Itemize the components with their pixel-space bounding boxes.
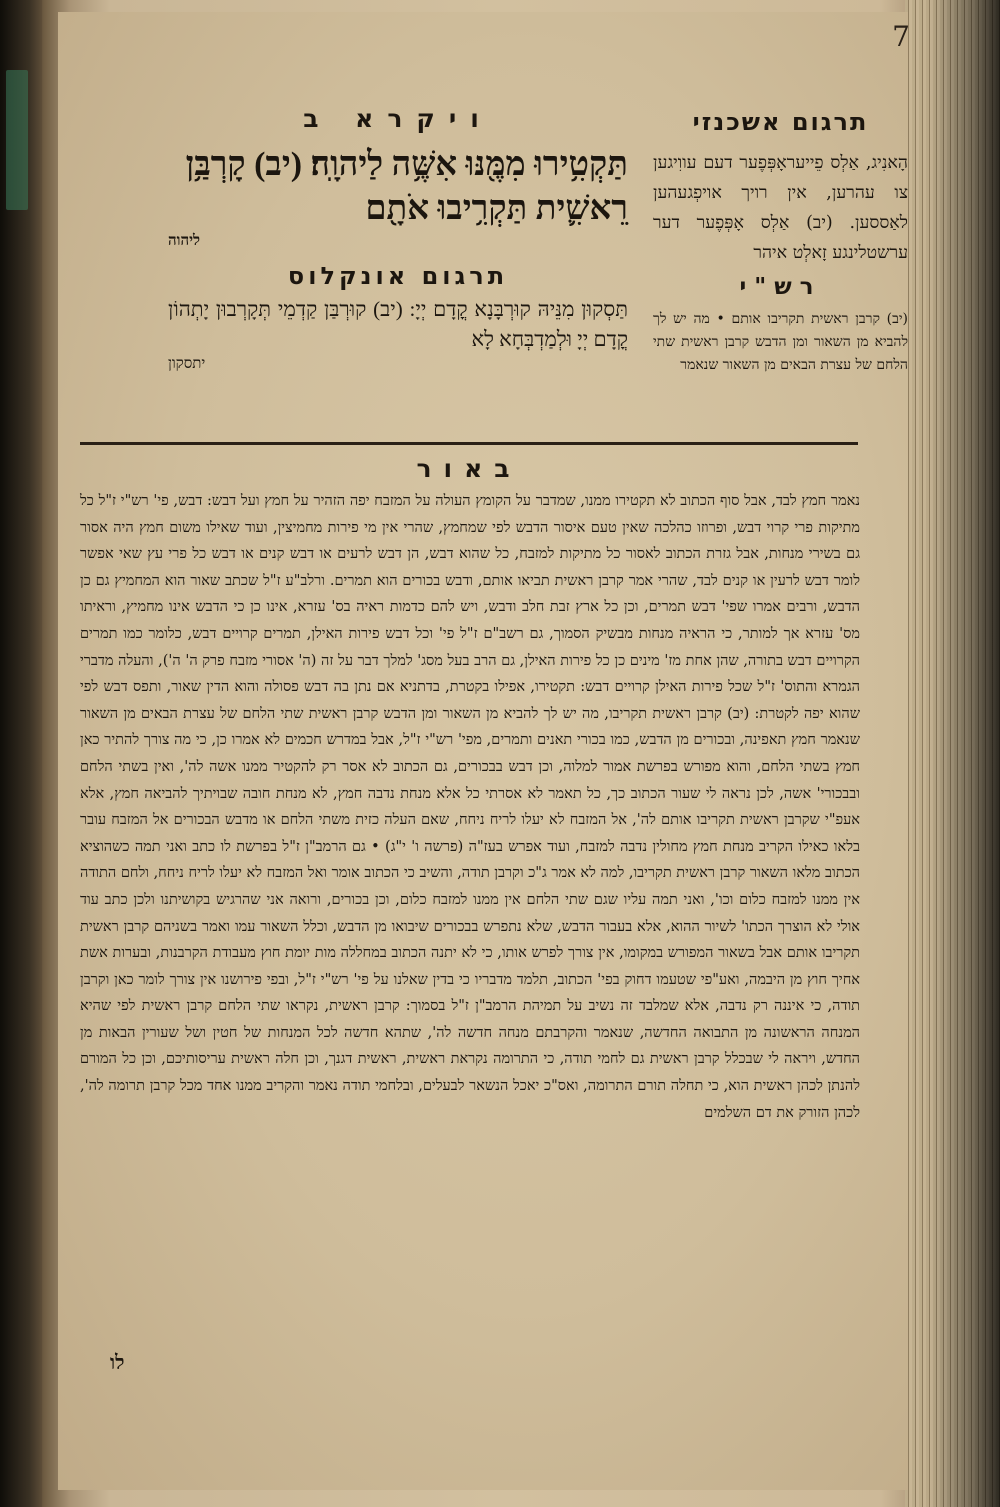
page xyxy=(58,12,908,1490)
rashi-title: רש"י xyxy=(739,274,822,300)
spine-label xyxy=(6,70,28,210)
page-catchword: לו xyxy=(110,1350,125,1374)
right-column xyxy=(653,108,908,377)
onkelos-catchword: יתסקון xyxy=(168,354,206,372)
book-spine xyxy=(0,0,42,1507)
torah-verse: תַּקְטִ֥ירוּ מִמֶּ֖נּוּ אִשֶּׁ֥ה לַיהוָֽה׃ (יב) קָרְבַּ֥ן רֵאשִׁ֛ית תַּקְרִ֥יבוּ אֹתָ֖ם xyxy=(185,146,628,227)
page-header xyxy=(168,104,908,444)
biur-commentary: נאמר חמץ לבד, אבל סוף הכתוב לא תקטירו ממנו, שמדבר על הקומץ העולה על המזבח יפה הזהיר על חמץ ועל דבש: דבש, פי' רש"י ז"ל כל מתיקות פרי קרוי דבש, ופרוזו כהלכה שאין טעם איסור הדבש לפי שמחמץ, שהרי אין מי פירות מחמיצין, ועוד שאילו משום חמץ היה אסור גם בשירי מנחות, אבל גזרת הכתוב לאסור כל מתיקות למזבח, כל שהוא דבש, הן דבש לרעים או דבש קנים או דבש כל פרי עץ שאי אפשר לומר דבש לרעין או קנים לבד, שהרי אמר קרבן ראשית תביאו אותם, ודבש בכורים הוא תמרים. ורלב"ע ז"ל שכתב שאור הוא המחמיץ גם כן הדבש, ורבים אמרו שפי' דבש תמרים, וכן כל ארץ זבת חלב ודבש, ויש להם כדמות ראיה בס' עזרא, אינו כן כי הדבש אינו מחמיץ, וראיתו מס' עזרא אך למותר, כי הראיה מנחות מבשיק הסמוך, גם רשב"ם ז"ל פי' וכל דבש פירות האילן, תמרים קרויים דבש, כלומר כמו תמרים הקרויים דבש בתורה, שהן אחת מז' מינים כן כל פירות האילן, גם הרב בעל מסג' למלך דבר על זה (ה' אסורי מזבח פרק ה' ה'), והעלה מדברי הגמרא והתוס' ז"ל שכל פירות האילן קרויים דבש: תקטירו, אפילו בקטרת, בדתניא אם נתן בה דבש פסולה והוא הדין שאור, ותפס דבש לפי שהוא יפה לקטרת: (יב) קרבן ראשית תקריבו, מה יש לך להביא מן השאור ומן הדבש קרבן ראשית שתי הלחם של עצרת הבאים מן השאור שנאמר חמץ תאפינה, ובכורים מן הדבש, כמו בכורי תאנים ותמרים, מפי' רש"י ז"ל, אבל במדרש חכמים לא אמרו כן, כי מה צורך להתיר כאן חמץ בשתי הלחם, והוא מפורש בפרשת אמור למלוה, וכן דבש בבכורים, גם הכתוב לא אסר רק להקטיר ממנו אשה לה', ואין בשתי הלחם ובבכורי' אשה, לכן נראה לי שעור הכתוב כך, כל תאמר לא אסרתי כל אלא מנחת נדבה חמץ, לא מנחת חובה שבויתיך להביאה חמץ, אלא אעפ"י שקרבן ראשית תקריבו אותם לה', אל המזבח לא יעלו לריח ניחח, שאם העלה כזית משתי הלחם או מדבש הבכורים אל המזבח עובר בלאו כאילו הקריב מנחת חמץ מחולין נדבה למזבח, ועוד אפרש בעז"ה (פרשה ו' י"ג) • גם הרמב"ן ז"ל בפרשת לו כתב ואני תמה כשהוציא הכתוב מלאו השאור קרבן ראשית תקריבו, למה לא אמר ג"כ וקרבן תודה, והשיב כי הכתוב אומר ואל המזבח לא יעלו לריח ניחח, ולחם התודה אין ממנו למזבח כלום וכו', ואני תמה עליו שגם שתי הלחם אין ממנו למזבח כלום, וכן בכורים, ורואה אני שהרגיש בקושיתנו ולכן כתב עוד אולי לא הוצרך הכתו' לשיור ההוא, אלא בעבור הדבש, שלא נתפרש בבכורים שיבואו מן הדבש, וכלל השאור עמו ואמר בשניהם קרבן ראשית תקריבו אותם אבל בשאור המפורש במקומו, אין צורך לפרש אותו, כי לא יתנה הכתוב במחללה מות יומת חוץ מעבודת הקרבנות, ובערות אשת אחיך חוץ מן היבמה, ואע"פי שטעמו דחוק בפי' הכתוב, תלמד מדבריו כי בדין שאלנו על פי' רש"י ז"ל, ובפי פירושנו אין צורך לומר כאן וקרבן תודה, כי איננה רק נדבה, אלא שמלבד זה נשיב על תמיהת הרמב"ן ז"ל בסמוך: קרבן ראשית, נקראו שתי הלחם קרבן ראשית לפי שהיא המנחה הראשונה מן התבואה החדשה, שנאמר והקרבתם מנחה חדשה לה', שתהא חדשה לכל המנחות של חטין ושל שעורין הבאות מן החדש, ויראה לי שבכלל קרבן ראשית גם לחמי תודה, כי התרומה נקראת ראשית, ראשית דגנך, וכן חלה ראשית עריסותיכם, וכן כל המורם להנתן לכהן ראשית הוא, כי תחלה תורם התרומה, ואס"כ יאכל הנשאר לבעלים, ובלחמי תודה נאמר והקריב ממנו אחד מכל קרבן תרומה לה', לכהן הזורק את דם השלמים xyxy=(80,493,860,1121)
verse-catchword: ליהוה xyxy=(168,231,201,249)
page-edge-shadow xyxy=(930,0,1000,1507)
page-number: 7 xyxy=(892,20,910,53)
targum-ashkenazi-title: תרגום אשכנזי xyxy=(692,108,869,136)
biur-title: באור xyxy=(416,454,522,483)
targum-ashkenazi-text: הָאנִיג, אַלְס פֵייעראָפְּפֶער דעם עווִיגען צו עהרען, אין רויך אויפְגעהען לאַססען. (יב) אַלְס אָפְּפֶער דער ערשטלינגע זָאלְט איהר xyxy=(653,153,908,263)
onkelos-text: תַּסְקוּן מִנֵּיהּ קוּרְבָּנָא קֳדָם יְיָ: (יב) קוּרְבַּן קַדְמֵי תְּקָרְבוּן יָתְהוֹן קֳדָם יְיָ וּלְמַדְבְּחָא לָא xyxy=(168,297,628,351)
book-title: ויקרא ב xyxy=(303,104,493,133)
rashi-text: (יב) קרבן ראשית תקריבו אותם • מה יש לך להביא מן השאור ומן הדבש קרבן ראשית שתי הלחם של עצרת הבאים מן השאור שנאמר xyxy=(653,311,908,373)
left-column xyxy=(168,104,628,373)
onkelos-title: תרגום אונקלוס xyxy=(287,262,509,290)
section-divider xyxy=(80,442,858,445)
